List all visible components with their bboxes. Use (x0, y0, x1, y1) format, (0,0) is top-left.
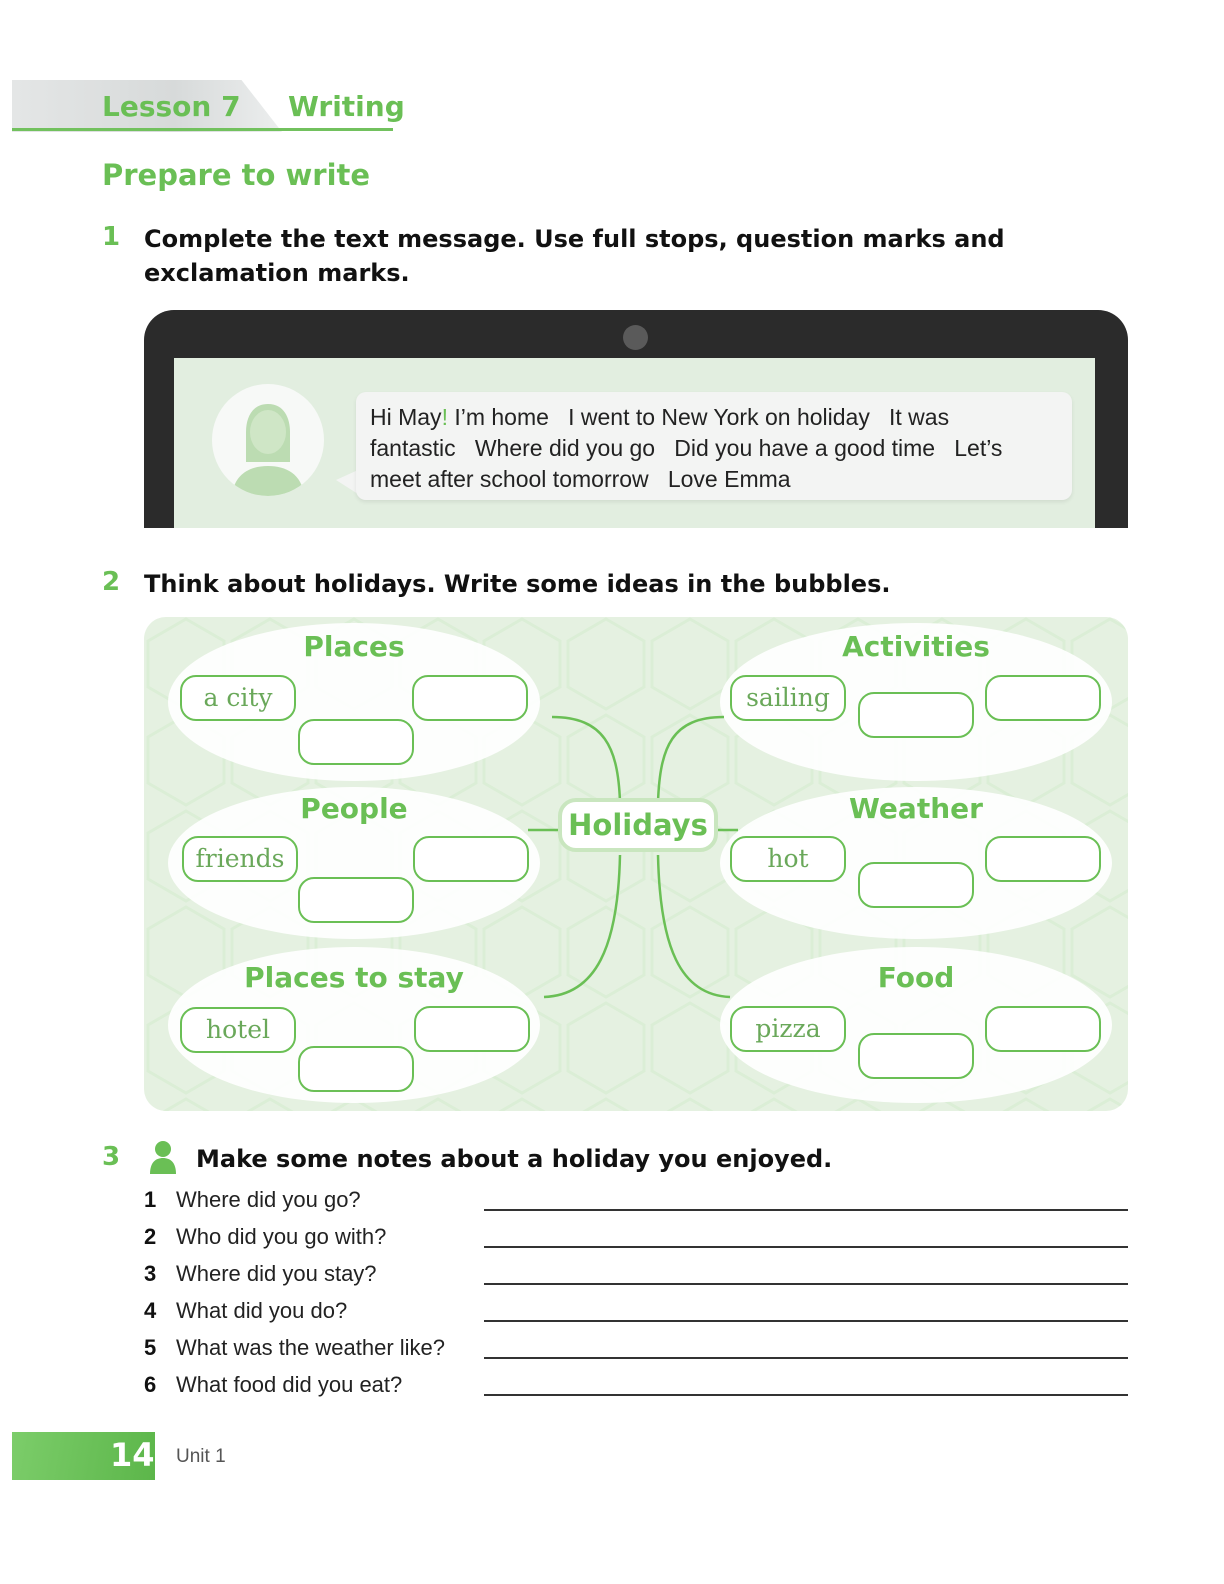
category-title-weather: Weather (849, 792, 983, 825)
message-line-1 (370, 402, 949, 433)
example-box-food: pizza (730, 1006, 846, 1052)
message-text: I’m home I went to New York on holiday It was (447, 404, 950, 430)
category-title-places: Places (303, 630, 405, 663)
answer-line-1[interactable] (484, 1209, 1128, 1211)
question-text: What food did you eat? (176, 1372, 403, 1397)
question-number: 5 (144, 1335, 157, 1360)
answer-box-places-to-stay-2[interactable] (414, 1006, 530, 1052)
lesson-label: Lesson 7 (102, 90, 241, 123)
answer-box-weather-2[interactable] (985, 836, 1101, 882)
answer-box-places-to-stay-1[interactable] (298, 1046, 414, 1092)
header-underline (12, 128, 393, 131)
answer-box-places-2[interactable] (412, 675, 528, 721)
answer-box-food-2[interactable] (985, 1006, 1101, 1052)
example-box-people: friends (182, 836, 298, 882)
exercise-3-number: 3 (102, 1142, 121, 1172)
category-title-activities: Activities (842, 630, 990, 663)
connector-places-to-stay (544, 855, 620, 997)
person-silhouette-icon (212, 384, 324, 496)
exercise-1-instruction-line2: exclamation marks. (144, 259, 410, 287)
example-box-weather: hot (730, 836, 846, 882)
question-text: What did you do? (176, 1298, 348, 1323)
question-number: 1 (144, 1187, 157, 1212)
exercise-1-instruction-line1: Complete the text message. Use full stops, question marks and (144, 225, 1005, 253)
page-heading: Prepare to write (102, 158, 371, 192)
question-number: 6 (144, 1372, 157, 1397)
question-number: 2 (144, 1224, 157, 1249)
answer-line-4[interactable] (484, 1320, 1128, 1322)
answer-box-food-1[interactable] (858, 1033, 974, 1079)
mind-map-hub: Holidays (558, 798, 718, 852)
answer-box-weather-1[interactable] (858, 862, 974, 908)
avatar (212, 384, 324, 496)
exercise-3-instruction: Make some notes about a holiday you enjoyed. (196, 1145, 833, 1173)
connector-places (552, 717, 620, 802)
camera-icon (623, 325, 648, 350)
unit-label: Unit 1 (176, 1446, 226, 1467)
page-number: 14 (110, 1436, 155, 1474)
answer-line-3[interactable] (484, 1283, 1128, 1285)
exercise-1-number: 1 (102, 222, 121, 252)
question-number: 3 (144, 1261, 157, 1286)
text-message-bubble (356, 392, 1072, 500)
answer-box-activities-1[interactable] (858, 692, 974, 738)
connector-activities (658, 717, 724, 802)
message-line-2: fantastic Where did you go Did you have a good time Let’s (370, 435, 1003, 461)
answer-box-places-1[interactable] (298, 719, 414, 765)
answer-box-activities-2[interactable] (985, 675, 1101, 721)
answer-box-people-1[interactable] (298, 877, 414, 923)
example-box-places: a city (180, 675, 296, 721)
question-text: Where did you stay? (176, 1261, 377, 1286)
example-box-places-to-stay: hotel (180, 1007, 296, 1053)
question-number: 4 (144, 1298, 157, 1323)
question-text: Where did you go? (176, 1187, 361, 1212)
category-title-people: People (300, 792, 408, 825)
exercise-2-instruction: Think about holidays. Write some ideas in the bubbles. (144, 570, 891, 598)
answer-line-6[interactable] (484, 1394, 1128, 1396)
answer-line-5[interactable] (484, 1357, 1128, 1359)
section-title: Writing (288, 90, 405, 123)
individual-work-icon (148, 1140, 178, 1174)
question-text: What was the weather like? (176, 1335, 446, 1360)
category-title-food: Food (877, 961, 955, 994)
answer-box-people-2[interactable] (413, 836, 529, 882)
example-box-activities: sailing (730, 675, 846, 721)
message-line-3: meet after school tomorrow Love Emma (370, 466, 791, 492)
answer-line-2[interactable] (484, 1246, 1128, 1248)
speech-bubble-tail (336, 470, 358, 494)
message-text: Hi May (370, 404, 442, 430)
example-punctuation: ! (441, 404, 448, 430)
category-title-places-to-stay: Places to stay (244, 961, 464, 994)
exercise-2-number: 2 (102, 567, 121, 597)
connector-food (658, 855, 730, 997)
question-text: Who did you go with? (176, 1224, 387, 1249)
